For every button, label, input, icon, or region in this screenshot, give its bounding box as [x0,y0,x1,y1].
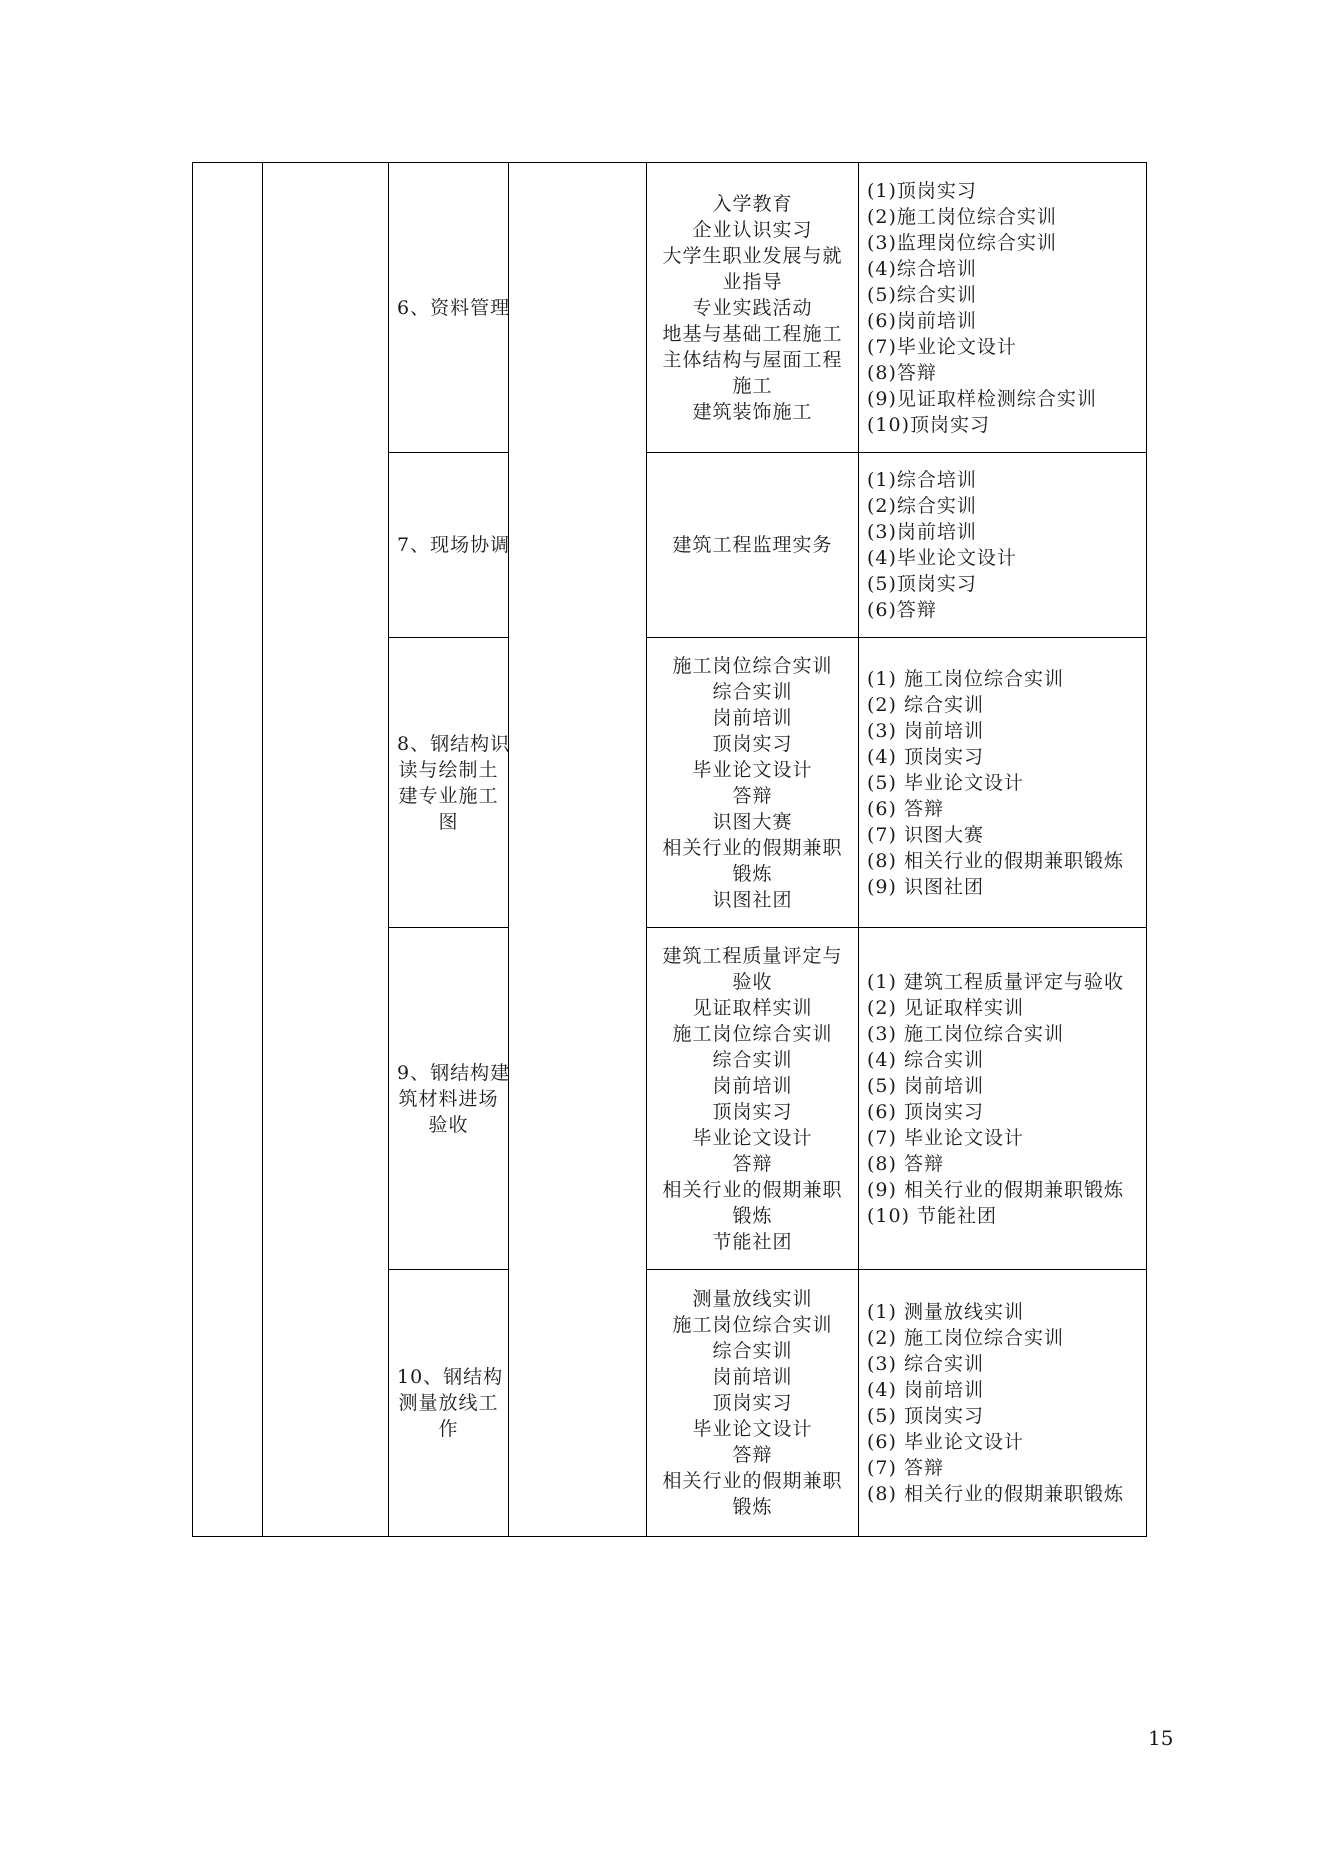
practice-cell [859,453,1147,638]
cell-line: 筑材料进场 [398,1087,499,1110]
cell-line: 综合实训 [712,680,793,703]
cell-line: (8) 相关行业的假期兼职锻炼 [867,1483,1124,1505]
cell-line: 验收 [428,1113,469,1136]
cell-line: (9) 识图社团 [867,875,984,898]
cell-line: 识图大赛 [712,810,793,833]
cell-line: 10、钢结构 [397,1366,504,1388]
cell-line: 综合实训 [712,1048,793,1071]
cell-line: (2)综合实训 [867,495,977,517]
cell-line: (8) 相关行业的假期兼职锻炼 [867,849,1124,872]
cell-line: (1) 建筑工程质量评定与验收 [867,970,1124,993]
cell-line: 毕业论文设计 [692,1418,813,1440]
practice-cell [859,638,1147,928]
cell-line: 大学生职业发展与就 [662,244,843,267]
cell-line: 施工岗位综合实训 [672,1022,833,1045]
cell-line: 建筑装饰施工 [692,400,813,423]
cell-line: (6)答辩 [867,599,937,621]
cell-line: 主体结构与屋面工程 [662,348,843,371]
cell-line: (6)岗前培训 [867,309,977,332]
cell-line: 测量放线实训 [692,1288,813,1310]
cell-line: 建筑工程质量评定与 [662,944,843,967]
cell-line: (5)综合实训 [867,283,977,306]
cell-line: (7) 答辩 [867,1457,944,1479]
cell-line: (7)毕业论文设计 [867,335,1017,358]
cell-line: (6) 毕业论文设计 [867,1431,1024,1453]
cell-line: (1) 施工岗位综合实训 [867,667,1064,690]
cell-line: 识图社团 [712,888,793,911]
courses-cell [647,928,859,1270]
cell-line: 相关行业的假期兼职 [662,836,843,859]
cell-line: 岗前培训 [712,1074,793,1097]
cell-line: (4)毕业论文设计 [867,547,1017,569]
cell-line: (9) 相关行业的假期兼职锻炼 [867,1178,1124,1201]
task-cell [389,453,509,638]
cell-line: 建筑工程监理实务 [672,534,833,556]
cell-line: (4) 岗前培训 [867,1379,984,1401]
cell-line: (2)施工岗位综合实训 [867,205,1057,228]
table-row [193,163,1147,453]
cell-line: (10) 节能社团 [867,1204,998,1227]
cell-line: (2) 见证取样实训 [867,996,1024,1019]
cell-line: 顶岗实习 [712,1392,793,1414]
cell-line: 锻炼 [732,862,773,885]
cell-line: 图 [438,810,459,833]
cell-line: (4)综合培训 [867,257,977,280]
cell-line: (1)顶岗实习 [867,179,977,202]
cell-line: (6) 顶岗实习 [867,1100,984,1123]
cell-line: 施工岗位综合实训 [672,1314,833,1336]
courses-cell [647,638,859,928]
empty-module-cell [263,163,389,1537]
cell-line: 6、资料管理 [397,296,511,319]
cell-line: 作 [438,1418,459,1440]
cell-line: 7、现场协调 [397,534,511,556]
cell-line: 专业实践活动 [692,296,813,319]
cell-line: 毕业论文设计 [692,1126,813,1149]
cell-line: 建专业施工 [398,784,499,807]
cell-line: (1) 测量放线实训 [867,1301,1024,1323]
practice-cell [859,1270,1147,1537]
cell-line: (7) 识图大赛 [867,823,984,846]
cell-line: (5) 岗前培训 [867,1074,984,1097]
cell-line: (3) 岗前培训 [867,719,984,742]
task-cell [389,1270,509,1537]
cell-line: 锻炼 [732,1496,773,1518]
courses-cell [647,1270,859,1537]
cell-line: (7) 毕业论文设计 [867,1126,1024,1149]
cell-line: 锻炼 [732,1204,773,1227]
cell-line: 答辩 [732,784,773,807]
cell-line: 验收 [732,970,773,993]
cell-line: 入学教育 [712,192,793,215]
cell-line: 综合实训 [712,1340,793,1362]
cell-line: (2) 施工岗位综合实训 [867,1327,1064,1349]
courses-cell [647,453,859,638]
cell-line: (3)监理岗位综合实训 [867,231,1057,254]
cell-line: (9)见证取样检测综合实训 [867,387,1097,410]
task-cell [389,163,509,453]
cell-line: 施工岗位综合实训 [672,654,833,677]
cell-line: (4) 综合实训 [867,1048,984,1071]
cell-line: (8) 答辩 [867,1152,944,1175]
cell-line: 8、钢结构识 [397,732,511,755]
cell-line: 读与绘制土 [398,758,499,781]
practice-cell [859,163,1147,453]
cell-line: 节能社团 [712,1230,793,1253]
table-body [193,163,1147,1537]
task-cell [389,638,509,928]
cell-line: 见证取样实训 [692,996,813,1019]
cell-line: 答辩 [732,1444,773,1466]
cell-line: (2) 综合实训 [867,693,984,716]
cell-line: (6) 答辩 [867,797,944,820]
cell-line: (4) 顶岗实习 [867,745,984,768]
page-number: 15 [1148,1726,1174,1750]
cell-line: (8)答辩 [867,361,937,384]
cell-line: (3)岗前培训 [867,521,977,543]
cell-line: 企业认识实习 [692,218,813,241]
cell-line: 测量放线工 [398,1392,499,1414]
cell-line: (3) 综合实训 [867,1353,984,1375]
cell-line: 9、钢结构建 [397,1061,511,1084]
cell-line: 相关行业的假期兼职 [662,1470,843,1492]
cell-line: 岗前培训 [712,706,793,729]
practice-cell [859,928,1147,1270]
courses-cell [647,163,859,453]
cell-line: 毕业论文设计 [692,758,813,781]
cell-line: 施工 [732,374,773,397]
cell-line: 相关行业的假期兼职 [662,1178,843,1201]
cell-line: 岗前培训 [712,1366,793,1388]
cell-line: (10)顶岗实习 [867,413,991,436]
empty-ability-cell [509,163,647,1537]
curriculum-table [192,162,1147,1537]
cell-line: (5) 毕业论文设计 [867,771,1024,794]
cell-line: (5) 顶岗实习 [867,1405,984,1427]
cell-line: 顶岗实习 [712,1100,793,1123]
task-cell [389,928,509,1270]
cell-line: (3) 施工岗位综合实训 [867,1022,1064,1045]
cell-line: 地基与基础工程施工 [662,322,843,345]
cell-line: 答辩 [732,1152,773,1175]
cell-line: (5)顶岗实习 [867,573,977,595]
cell-line: 顶岗实习 [712,732,793,755]
cell-line: (1)综合培训 [867,469,977,491]
empty-category-cell [193,163,263,1537]
cell-line: 业指导 [722,270,783,293]
